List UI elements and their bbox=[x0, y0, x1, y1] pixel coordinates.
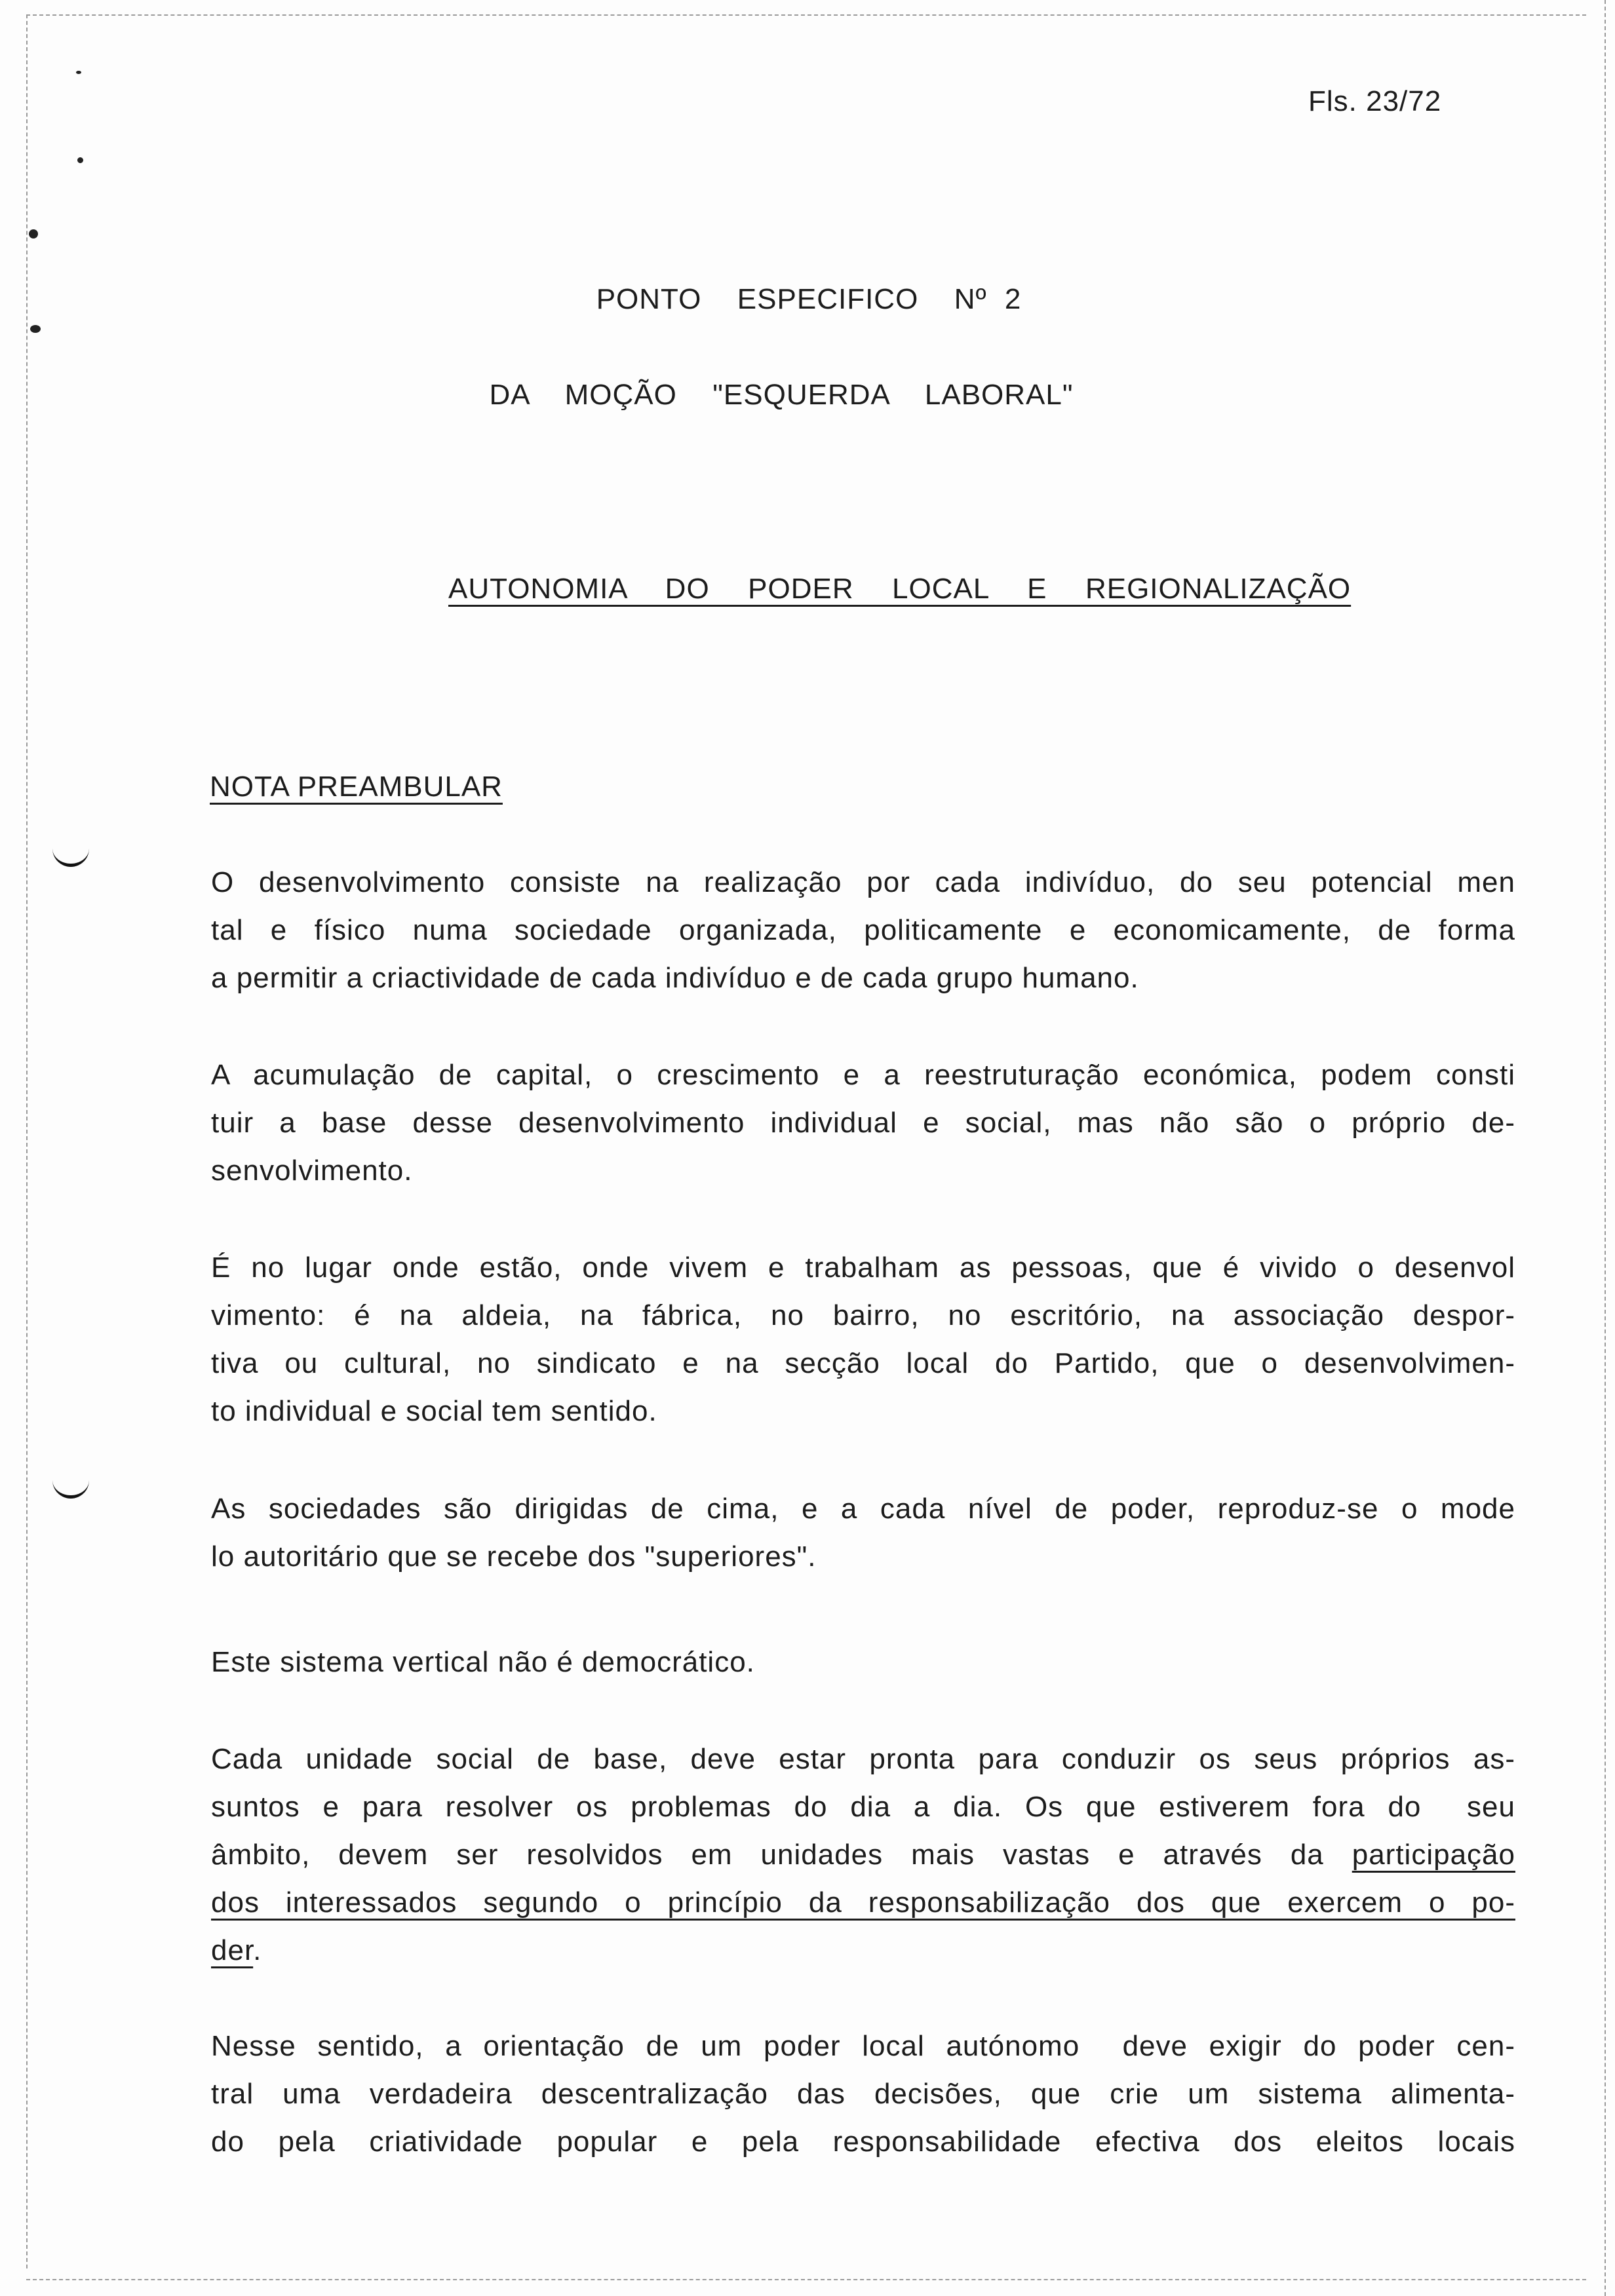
paragraph bbox=[211, 1638, 1515, 1686]
scan-top-edge bbox=[26, 14, 1586, 16]
scan-bottom-edge bbox=[26, 2279, 1586, 2280]
text-line: O desenvolvimento consiste na realização por cada indivíduo, do seu potencial men bbox=[211, 866, 1515, 898]
paragraph bbox=[211, 1735, 1515, 1974]
text-line: Este sistema vertical não é democrático. bbox=[211, 1646, 755, 1678]
scan-left-edge bbox=[26, 14, 28, 2268]
paragraph bbox=[211, 858, 1515, 1002]
scan-dot bbox=[30, 325, 41, 333]
scan-dot bbox=[29, 229, 38, 239]
text-line: É no lugar onde estão, onde vivem e trabalham as pessoas, que é vivido o desenvol bbox=[211, 1252, 1515, 1284]
paragraph bbox=[211, 2022, 1515, 2166]
text-line: do pela criatividade popular e pela responsabilidade efectiva dos eleitos locais bbox=[211, 2126, 1515, 2158]
text-segment: âmbito, devem ser resolvidos em unidades mais vastas e através da bbox=[211, 1839, 1352, 1871]
text-line: As sociedades são dirigidas de cima, e a cada nível de poder, reproduz-se o mode bbox=[211, 1493, 1515, 1525]
heading-mocao: DA MOÇÃO "ESQUERDA LABORAL" bbox=[489, 379, 1074, 411]
heading-ponto-especifico: PONTO ESPECIFICO Nº 2 bbox=[596, 283, 1022, 315]
text-line: a permitir a criactividade de cada indivíduo e de cada grupo humano. bbox=[211, 962, 1139, 994]
scan-dot bbox=[77, 157, 83, 163]
paragraph bbox=[211, 1051, 1515, 1195]
text-line: senvolvimento. bbox=[211, 1155, 413, 1187]
punch-hole-mark bbox=[52, 1472, 89, 1499]
underlined-text: der bbox=[211, 1934, 254, 1966]
scan-right-edge bbox=[1605, 0, 1606, 2296]
paragraph bbox=[211, 1485, 1515, 1580]
text-segment: . bbox=[253, 1934, 262, 1966]
text-line: tiva ou cultural, no sindicato e na secção local do Partido, que o desenvolvimen- bbox=[211, 1347, 1515, 1379]
document-title: AUTONOMIA DO PODER LOCAL E REGIONALIZAÇÃO bbox=[448, 573, 1352, 605]
text-line: tuir a base desse desenvolvimento individual e social, mas não são o próprio de- bbox=[211, 1107, 1515, 1139]
text-line: tal e físico numa sociedade organizada, politicamente e economicamente, de forma bbox=[211, 914, 1515, 946]
paragraph bbox=[211, 1244, 1515, 1435]
punch-hole-mark bbox=[52, 840, 89, 867]
text-line bbox=[211, 1926, 1515, 1974]
text-line: vimento: é na aldeia, na fábrica, no bairro, no escritório, na associação despor- bbox=[211, 1299, 1515, 1331]
text-line bbox=[211, 1831, 1515, 1879]
text-line: suntos e para resolver os problemas do dia a dia. Os que estiverem fora do seu bbox=[211, 1791, 1515, 1823]
underlined-text: participação bbox=[1352, 1839, 1515, 1871]
text-line: Cada unidade social de base, deve estar pronta para conduzir os seus próprios as- bbox=[211, 1743, 1515, 1775]
section-title: NOTA PREAMBULAR bbox=[210, 771, 503, 803]
underlined-text-line: dos interessados segundo o princípio da responsabilização dos que exercem o po- bbox=[211, 1886, 1515, 1919]
folio-number: Fls. 23/72 bbox=[1308, 85, 1442, 117]
text-line: to individual e social tem sentido. bbox=[211, 1395, 657, 1427]
scan-dot bbox=[76, 71, 81, 74]
text-line: lo autoritário que se recebe dos "superiores". bbox=[211, 1540, 817, 1573]
text-line: tral uma verdadeira descentralização das decisões, que crie um sistema alimenta- bbox=[211, 2078, 1515, 2110]
text-line: Nesse sentido, a orientação de um poder local autónomo deve exigir do poder cen- bbox=[211, 2030, 1515, 2062]
text-line: A acumulação de capital, o crescimento e a reestruturação económica, podem consti bbox=[211, 1059, 1515, 1091]
